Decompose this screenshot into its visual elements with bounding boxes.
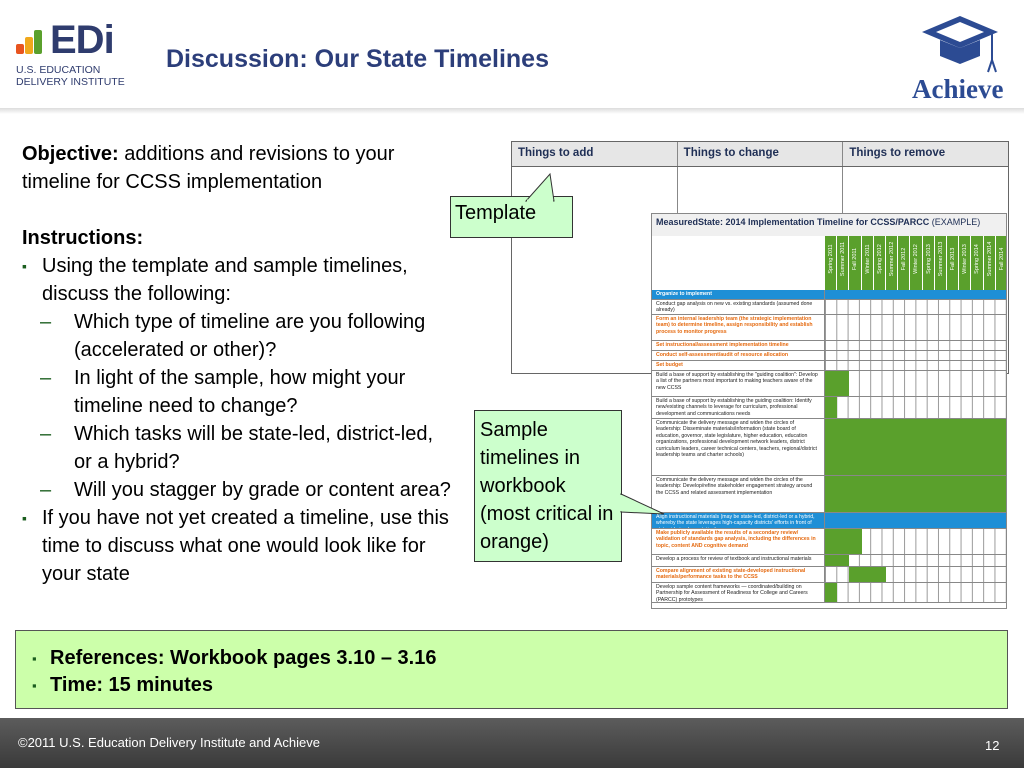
sub-list-item: – Which type of timeline are you following (accelerated or other)?: [40, 311, 426, 361]
time-line: ▪ Time: 15 minutes: [32, 674, 214, 696]
sub-list-item: – Will you stagger by grade or content area?: [40, 479, 451, 501]
edi-brand: EDi: [50, 18, 114, 62]
timeline-row: Build a base of support by establishing the guiding coalition: Identify new/existing channels to leverage for curriculum, professional development and communications needs: [652, 397, 1007, 419]
graduation-cap-icon: [906, 14, 1014, 76]
timeline-period: Winter 2013: [959, 236, 971, 290]
timeline-row: Build a base of support by establishing the "guiding coalition": Develop a list of the partners most important to making teachers aware of the new CCSS: [652, 371, 1007, 397]
timeline-period: Summer 2014: [984, 236, 996, 290]
page-title: Discussion: Our State Timelines: [166, 45, 549, 73]
timeline-period: Spring 2012: [874, 236, 886, 290]
column-header: Things to add: [512, 142, 678, 166]
timeline-period: Fall 2014: [996, 236, 1007, 290]
timeline-row: Communicate the delivery message and widen the circles of the leadership: Develop/refine stakeholder engagement strategy around the CCSS and related assessment implementation: [652, 476, 1007, 513]
edi-subtitle: U.S. EDUCATION DELIVERY INSTITUTE: [16, 64, 125, 88]
timeline-period: Winter 2011: [862, 236, 874, 290]
timeline-period: Summer 2013: [935, 236, 947, 290]
template-callout: Template: [450, 196, 573, 238]
list-item: ▪ Using the template and sample timelines, discuss the following:: [22, 255, 408, 305]
column-header: Things to change: [678, 142, 844, 166]
callout-pointer: [620, 490, 666, 520]
references-line: ▪ References: Workbook pages 3.10 – 3.16: [32, 647, 437, 669]
achieve-logo: [906, 14, 1014, 104]
timeline-period: Fall 2013: [947, 236, 959, 290]
sample-timeline-title: MeasuredState: 2014 Implementation Timeline for CCSS/PARCC (EXAMPLE): [652, 214, 1006, 236]
timeline-rows: [652, 290, 1007, 603]
timeline-row: Communicate the delivery message and widen the circles of leadership: Disseminate materials/information (state board of education, governor, state legislature, higher education, education organizations, professional development network leaders, district curriculum leaders, career technical centers, teachers, regional/district leadership teams and charter schools): [652, 419, 1007, 476]
timeline-period: Summer 2011: [837, 236, 849, 290]
timeline-period: Spring 2013: [923, 236, 935, 290]
slide-footer: [0, 718, 1024, 768]
timeline-row: Organize to implement: [652, 290, 1007, 300]
timeline-period-header: [652, 236, 1007, 290]
timeline-period: Spring 2011: [825, 236, 837, 290]
sub-list-item: – Which tasks will be state-led, district-led, or a hybrid?: [40, 423, 434, 473]
edi-bars-icon: [16, 28, 50, 54]
timeline-row: Align instructional materials (may be state-led, district-led or a hybrid, whereby the state leverages high-capacity districts' efforts in front of: [652, 513, 1007, 529]
timeline-row: Develop a process for review of textbook and instructional materials: [652, 555, 1007, 567]
timeline-row: Form an internal leadership team (the strategic implementation team) to determine timeline, assign responsibility and establish process to monitor progress: [652, 315, 1007, 341]
timeline-period: Spring 2014: [971, 236, 983, 290]
timeline-period: Winter 2012: [910, 236, 922, 290]
sub-list-item: – In light of the sample, how might your timeline need to change?: [40, 367, 406, 417]
template-table-header: [512, 142, 1008, 167]
instructions-body: [22, 140, 452, 588]
instructions-heading: Instructions:: [22, 227, 144, 249]
timeline-row: Set budget: [652, 361, 1007, 371]
sample-timeline: [651, 213, 1007, 609]
timeline-row: Compare alignment of existing state-developed instructional materials/performance tasks to the CCSS: [652, 567, 1007, 583]
sample-callout: Sample timelines in workbook (most critical in orange): [474, 410, 622, 562]
header-divider: [0, 108, 1024, 114]
list-item: ▪ If you have not yet created a timeline, use this time to discuss what one would look like for your state: [22, 507, 449, 585]
timeline-row: Make publicly available the results of a secondary review/ validation of standards gap analysis, including the differences in topic, content AND cognitive demand: [652, 529, 1007, 555]
timeline-row: Develop sample content frameworks — coordinated/building on Partnership for Assessment of Readiness for College and Careers (PARCC) prototypes: [652, 583, 1007, 603]
achieve-brand: Achieve: [912, 74, 1004, 104]
timeline-row: Set instructional/assessment implementation timeline: [652, 341, 1007, 351]
slide-header: [0, 0, 1024, 112]
callout-pointer: [520, 172, 560, 202]
timeline-period: Fall 2011: [849, 236, 861, 290]
timeline-period: Summer 2012: [886, 236, 898, 290]
column-header: Things to remove: [849, 147, 946, 159]
edi-logo: [16, 20, 128, 90]
timeline-period: Fall 2012: [898, 236, 910, 290]
objective: Objective: additions and revisions to your timeline for CCSS implementation: [22, 143, 395, 193]
timeline-row: Conduct self-assessment/audit of resource allocation: [652, 351, 1007, 361]
page-number: 12: [985, 738, 1000, 753]
references-box: [15, 630, 1008, 709]
copyright: ©2011 U.S. Education Delivery Institute and Achieve: [18, 735, 321, 750]
timeline-row: Conduct gap analysis on new vs. existing standards (assumed done already): [652, 300, 1007, 315]
